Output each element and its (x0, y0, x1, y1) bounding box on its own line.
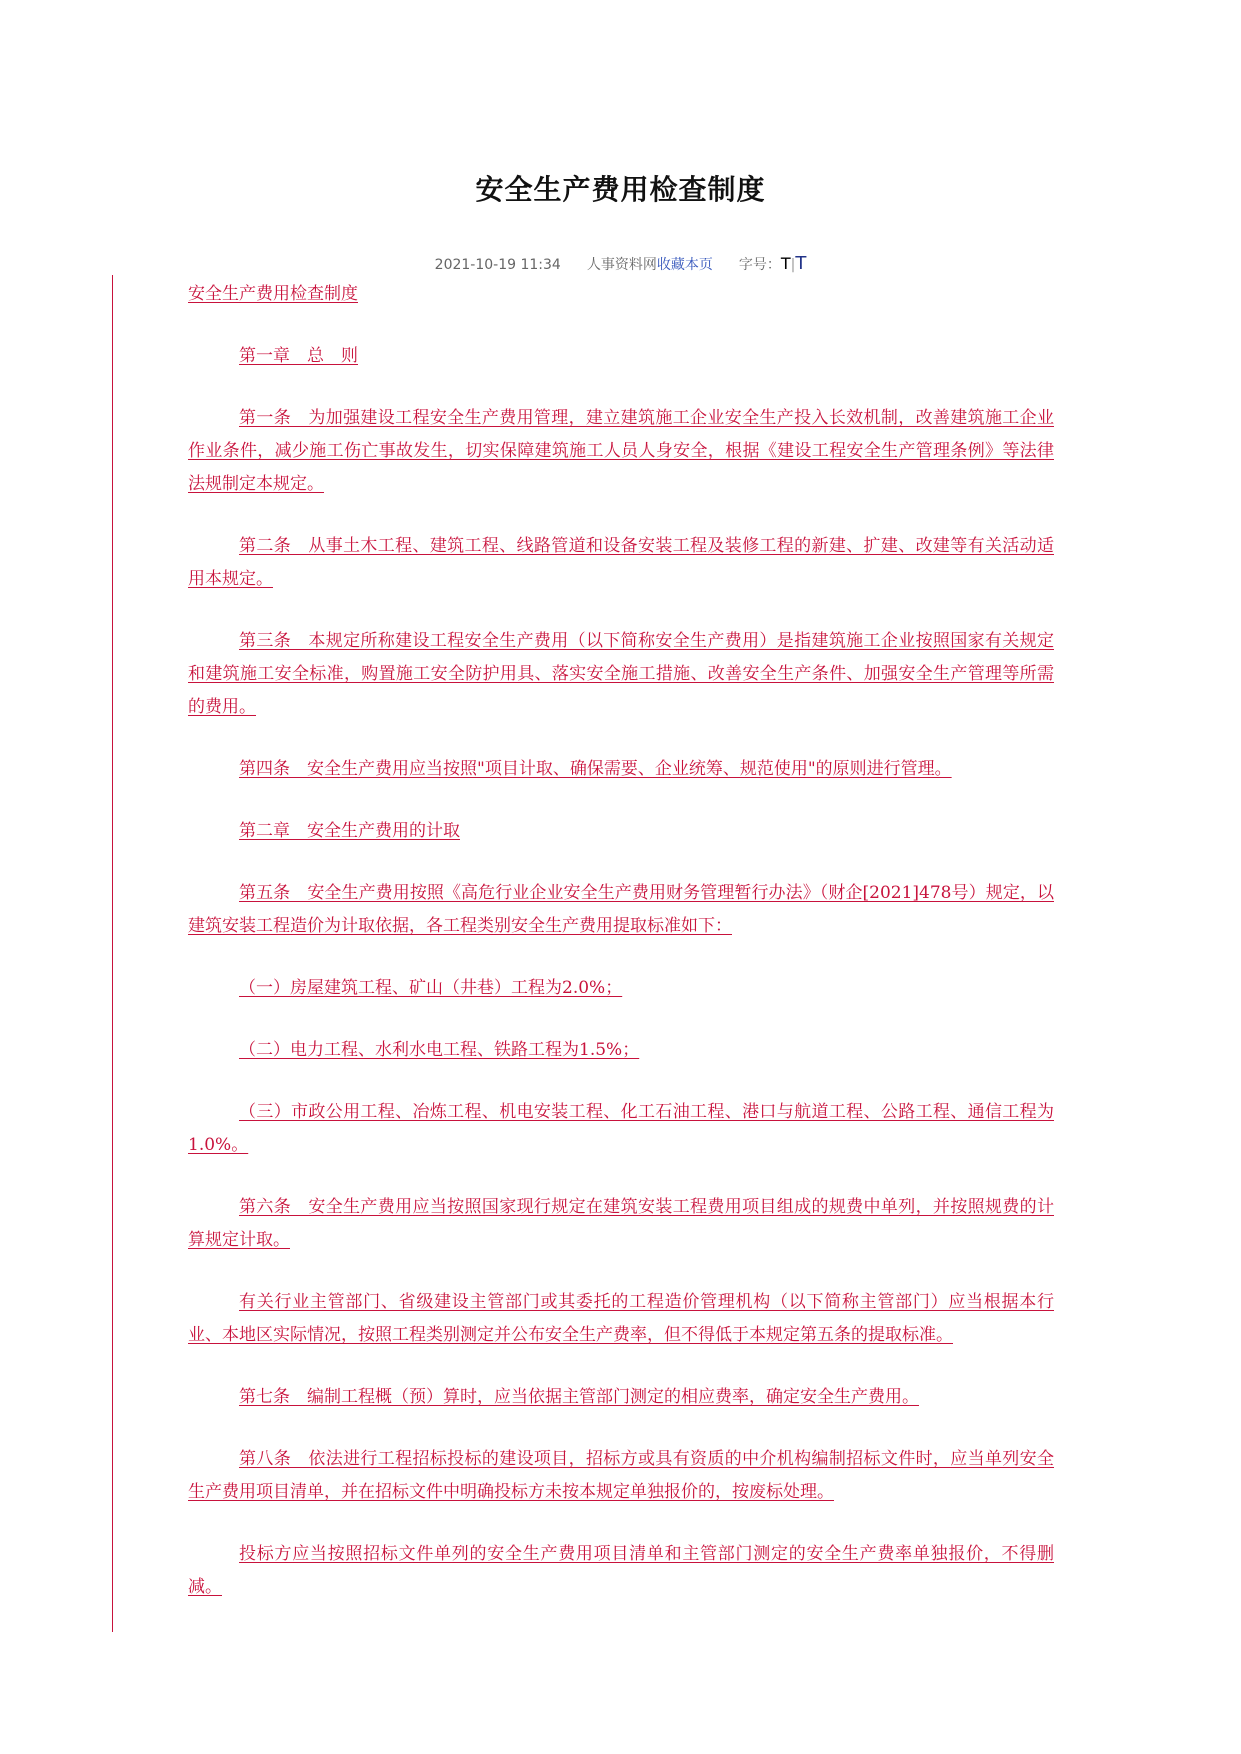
paragraph-text: 第七条 编制工程概（预）算时，应当依据主管部门测定的相应费率，确定安全生产费用。 (239, 1387, 919, 1407)
paragraph-text: 第八条 依法进行工程招标投标的建设项目，招标方或具有资质的中介机构编制招标文件时，应当单列安全生产费用项目清单，并在招标文件中明确投标方未按本规定单独报价的，按废标处理。 (188, 1449, 1054, 1502)
chapter-heading (188, 340, 1054, 373)
publish-datetime: 2021-10-19 11:34 (434, 257, 561, 273)
paragraph-text: 第二章 安全生产费用的计取 (239, 821, 460, 841)
paragraph (188, 1443, 1054, 1509)
article-body (188, 278, 1054, 1633)
font-small-button[interactable]: T (780, 254, 791, 273)
paragraph-text: （三）市政公用工程、冶炼工程、机电安装工程、化工石油工程、港口与航道工程、公路工程、通信工程为1.0%。 (188, 1102, 1054, 1155)
paragraph (188, 1286, 1054, 1352)
paragraph-text: 安全生产费用检查制度 (188, 284, 358, 304)
article-meta (0, 253, 1241, 274)
paragraph-text: （二）电力工程、水利水电工程、铁路工程为1.5%； (239, 1040, 640, 1060)
paragraph-text: 投标方应当按照招标文件单列的安全生产费用项目清单和主管部门测定的安全生产费率单独报价，不得删减。 (188, 1544, 1054, 1597)
paragraph (188, 1538, 1054, 1604)
source-name: 人事资料网 (586, 257, 657, 273)
paragraph (188, 753, 1054, 786)
paragraph (188, 530, 1054, 596)
paragraph (188, 1191, 1054, 1257)
paragraph-text: 第五条 安全生产费用按照《高危行业企业安全生产费用财务管理暂行办法》（财企[2021]478号）规定，以建筑安装工程造价为计取依据，各工程类别安全生产费用提取标准如下： (188, 883, 1054, 936)
paragraph (188, 877, 1054, 943)
paragraph-text: 第六条 安全生产费用应当按照国家现行规定在建筑安装工程费用项目组成的规费中单列，并按照规费的计算规定计取。 (188, 1197, 1054, 1250)
font-size-label: 字号： (738, 257, 781, 273)
paragraph-text: （一）房屋建筑工程、矿山（井巷）工程为2.0%； (239, 978, 623, 998)
list-item (188, 1034, 1054, 1067)
font-large-button[interactable]: T (795, 253, 807, 274)
list-item (188, 972, 1054, 1005)
page-title: 安全生产费用检查制度 (475, 173, 766, 206)
paragraph (188, 402, 1054, 501)
favorite-link[interactable]: 收藏本页 (656, 257, 713, 273)
paragraph-text: 第一章 总 则 (239, 346, 358, 366)
revision-margin-bar (112, 275, 113, 1632)
paragraph (188, 1381, 1054, 1414)
paragraph-text: 第四条 安全生产费用应当按照"项目计取、确保需要、企业统筹、规范使用"的原则进行管理。 (239, 759, 952, 779)
paragraph-text: 第二条 从事土木工程、建筑工程、线路管道和设备安装工程及装修工程的新建、扩建、改建等有关活动适用本规定。 (188, 536, 1054, 589)
paragraph-text: 有关行业主管部门、省级建设主管部门或其委托的工程造价管理机构（以下简称主管部门）应当根据本行业、本地区实际情况，按照工程类别测定并公布安全生产费率，但不得低于本规定第五条的提取标准。 (188, 1292, 1054, 1345)
chapter-heading (188, 815, 1054, 848)
font-size-separator: | (790, 257, 796, 273)
paragraph-text: 第一条 为加强建设工程安全生产费用管理，建立建筑施工企业安全生产投入长效机制，改善建筑施工企业作业条件，减少施工伤亡事故发生，切实保障建筑施工人员人身安全，根据《建设工程安全生产管理条例》等法律法规制定本规定。 (188, 408, 1054, 494)
paragraph (188, 625, 1054, 724)
paragraph (188, 278, 1054, 311)
paragraph-text: 第三条 本规定所称建设工程安全生产费用（以下简称安全生产费用）是指建筑施工企业按照国家有关规定和建筑施工安全标准，购置施工安全防护用具、落实安全施工措施、改善安全生产条件、加强安全生产管理等所需的费用。 (188, 631, 1054, 717)
list-item (188, 1096, 1054, 1162)
